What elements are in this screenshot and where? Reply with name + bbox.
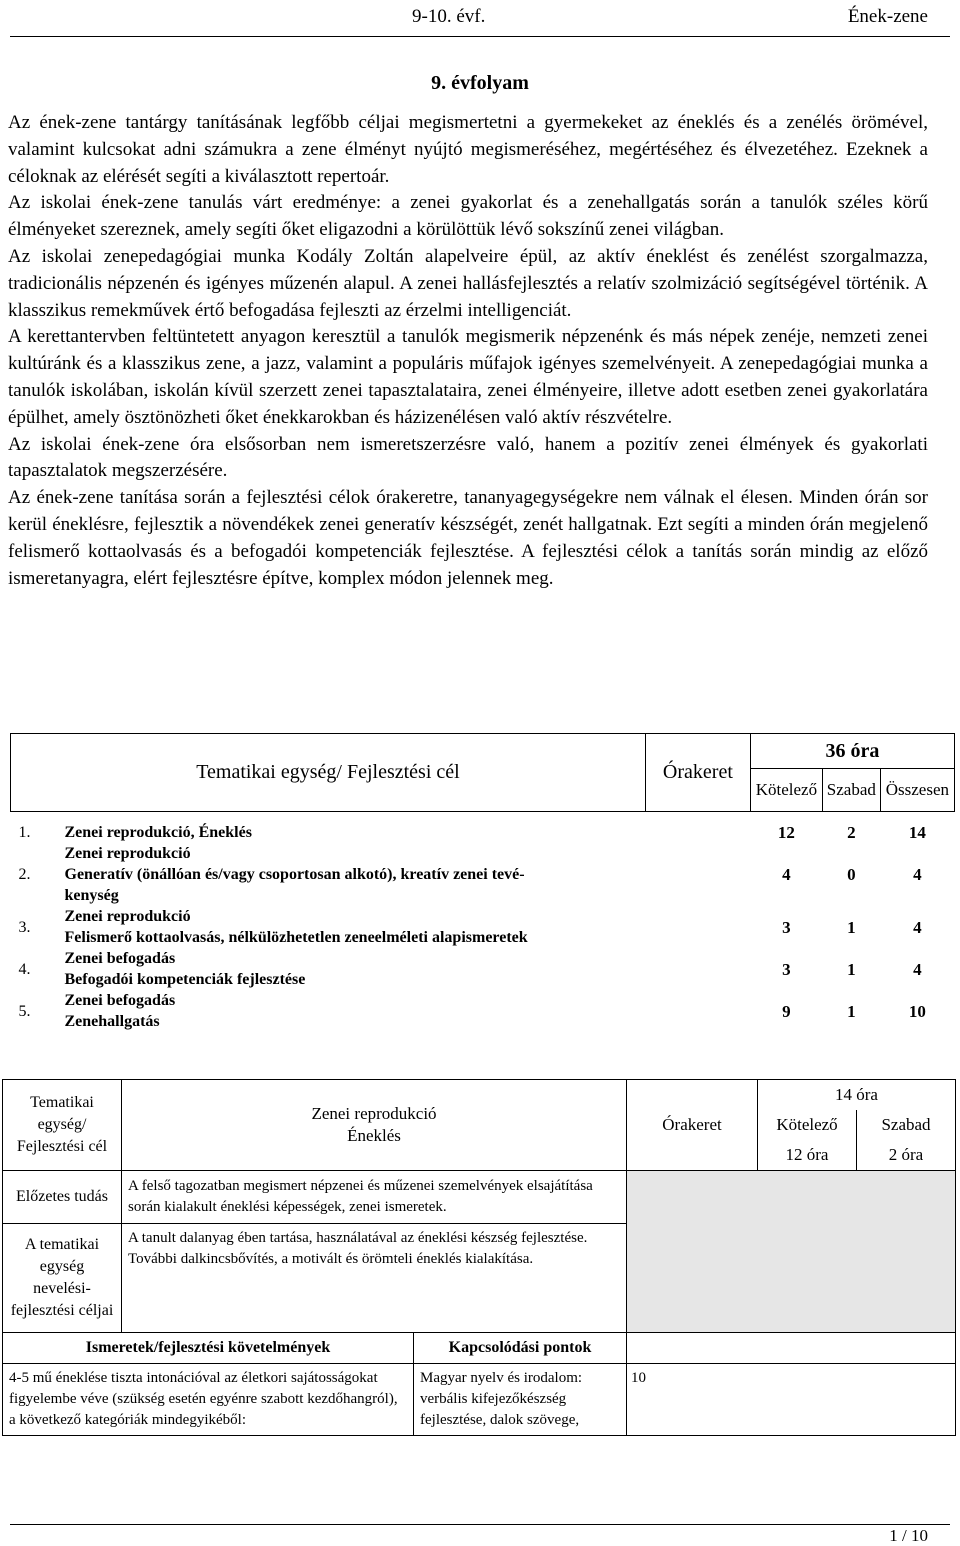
- row-free: 1: [847, 959, 856, 979]
- header-subject: Ének-zene: [847, 6, 928, 27]
- unit-detail-table: [2, 1079, 956, 1436]
- page-number: 1 / 10: [889, 1526, 928, 1545]
- row-required: 4: [782, 865, 791, 884]
- row-required: 3: [782, 959, 791, 979]
- col-free: Szabad: [822, 769, 880, 812]
- row-free: 1: [847, 1001, 856, 1021]
- row-number: 1.: [18, 824, 31, 841]
- row-total: 4: [913, 865, 922, 884]
- row-title: Zenei reprodukció Felismerő kottaolvasás, nélkülözhetetlen zeneelméleti alapismeretek: [64, 908, 528, 946]
- required-hours: 12 óra: [758, 1140, 857, 1171]
- row-total: 4: [913, 917, 922, 937]
- header-grade: 9-10. évf.: [412, 6, 486, 27]
- required-label: Kötelező: [758, 1110, 857, 1140]
- hours-overview-table: [10, 733, 955, 1032]
- total-hours: 36 óra: [750, 734, 954, 769]
- table-row: [11, 906, 955, 948]
- unit-title: Zenei reprodukció Éneklés: [122, 1080, 627, 1171]
- requirements-header: Ismeretek/fejlesztési követelmények: [3, 1333, 414, 1364]
- goals-text: A tanult dalanyag ében tartása, használatával az éneklési készség fejlesztése. További dalkincsbővítés, a motivált és örömteli éneklés kialakítása.: [122, 1224, 627, 1333]
- row-title: Zenei reprodukció Generatív (önállóan és/vagy csoportosan alkotó), kreatív zenei tevé- kenység: [64, 845, 525, 904]
- row-free: 1: [847, 917, 856, 937]
- page-header: [0, 6, 960, 30]
- intro-paragraph: Az ének-zene tanítása során a fejlesztési célok órakeretre, tananyagegységekre nem válnak el élesen. Minden órán sor kerül éneklésre, fejlesztik a növendékek zenei generatív készségét, zenét hallgatnak. Ezt segíti a minden órán megjelenő felismerő kottaolvasás és a befogadói kompetenciák fejlesztése. A fejlesztési célok a tanítás során mindig az előző ismeretanyagra, elért fejlesztésre építve, komplex módon jelennek meg.: [8, 487, 928, 589]
- free-label: Szabad: [857, 1110, 956, 1140]
- col-required: Kötelező: [750, 769, 822, 812]
- row-number: 4.: [18, 960, 31, 978]
- theme-header: Tematikai egység/ Fejlesztési cél: [11, 734, 646, 812]
- table-row: [11, 843, 955, 906]
- theme-label: Tematikai egység/ Fejlesztési cél: [3, 1080, 122, 1171]
- intro-paragraph: A kerettantervben feltüntetett anyagon keresztül a tanulók megismerik népzenénk és más népek zenéje, nemzeti zenei kultúránk és a klasszikus zene, a jazz, valamint a populáris műfajok igényes szemelvényeit. A zenepedagógiai munka a tanulók iskolában, iskolán kívül szerzett zenei tapasztalataira, zenei élményeire, illetve adott esetben zenei gyakorlatára épülhet, amely ösztönözheti őket énekkarokban és házizenélésen való aktív részvételre.: [8, 326, 928, 428]
- header-divider: [10, 36, 950, 37]
- row-free: 2: [847, 823, 856, 842]
- row-required: 9: [782, 1001, 791, 1021]
- prior-knowledge-text: A felső tagozatban megismert népzenei és műzenei szemelvények elsajátítása során kialakult éneklési képességek, zenei ismeretek.: [122, 1171, 627, 1224]
- intro-paragraph: Az iskolai ének-zene óra elsősorban nem ismeretszerzésre való, hanem a pozitív zenei élmények és gyakorlati tapasztalatok megszerzésére.: [8, 433, 928, 482]
- row-number: 2.: [18, 866, 31, 883]
- hours-header: Órakeret: [645, 734, 750, 812]
- col-total: Összesen: [880, 769, 954, 812]
- prior-knowledge-label: Előzetes tudás: [3, 1171, 122, 1224]
- intro-paragraph: Az iskolai zenepedagógiai munka Kodály Zoltán alapelveire épül, az aktív éneklést és zenélést szorgalmazza, tradicionális népzenén és igényes műzenén alapul. A zenei hallásfejlesztés a relatív szolmizáció segítségével történik. A klasszikus remekművek értő befogadása fejleszti az érzelmi intelligenciát.: [8, 245, 928, 321]
- row-total: 4: [913, 959, 922, 979]
- requirements-text: 4-5 mű éneklése tiszta intonációval az életkori sajátosságokat figyelembe véve (szükség esetén egyénre szabott kezdőhangról), a következő kategóriák mindegyikéből:: [3, 1364, 414, 1436]
- intro-paragraph: Az ének-zene tantárgy tanításának legfőbb céljai megismertetni a gyermekeket az éneklés és a zenélés örömével, valamint kulcsokat adni számukra a zene élményt nyújtó megismeréséhez, megértéséhez és élvezetéhez. Ezeknek a céloknak az elérését segíti a kiválasztott repertoár.: [8, 112, 928, 187]
- row-title: Zenei reprodukció, Éneklés: [64, 824, 252, 841]
- table-row: [11, 822, 955, 843]
- row-number: 3.: [18, 918, 31, 936]
- row-total: 10: [908, 1001, 926, 1021]
- table-row: [11, 990, 955, 1032]
- row-title: Zenei befogadás Zenehallgatás: [64, 992, 176, 1030]
- row-title: Zenei befogadás Befogadói kompetenciák fejlesztése: [64, 950, 306, 988]
- goals-label: A tematikai egység nevelési-fejlesztési céljai: [3, 1224, 122, 1333]
- intro-paragraph: Az iskolai ének-zene tanulás várt eredménye: a zenei gyakorlat és a zenehallgatás során a tanulók széles körű élményeket szereznek, amely segíti őket eligazodni a körülöttük lévő sokszínű zenei világban.: [8, 192, 928, 241]
- hours-label: Órakeret: [627, 1080, 758, 1171]
- table-row: [11, 948, 955, 990]
- intro-text: [8, 110, 928, 592]
- unit-total-hours: 14 óra: [758, 1080, 956, 1111]
- year-title: 9. évfolyam: [431, 72, 529, 94]
- row-required: 12: [777, 823, 795, 842]
- row-required: 3: [782, 917, 791, 937]
- row-total: 14: [908, 823, 926, 842]
- connections-text: Magyar nyelv és irodalom: verbális kifejezőkészség fejlesztése, dalok szövege,: [414, 1364, 627, 1436]
- footer-divider: [10, 1524, 950, 1525]
- free-hours: 2 óra: [857, 1140, 956, 1171]
- connections-header: Kapcsolódási pontok: [414, 1333, 627, 1364]
- row-free: 0: [847, 865, 856, 884]
- row-number: 5.: [18, 1002, 31, 1020]
- right-value: 10: [627, 1364, 956, 1436]
